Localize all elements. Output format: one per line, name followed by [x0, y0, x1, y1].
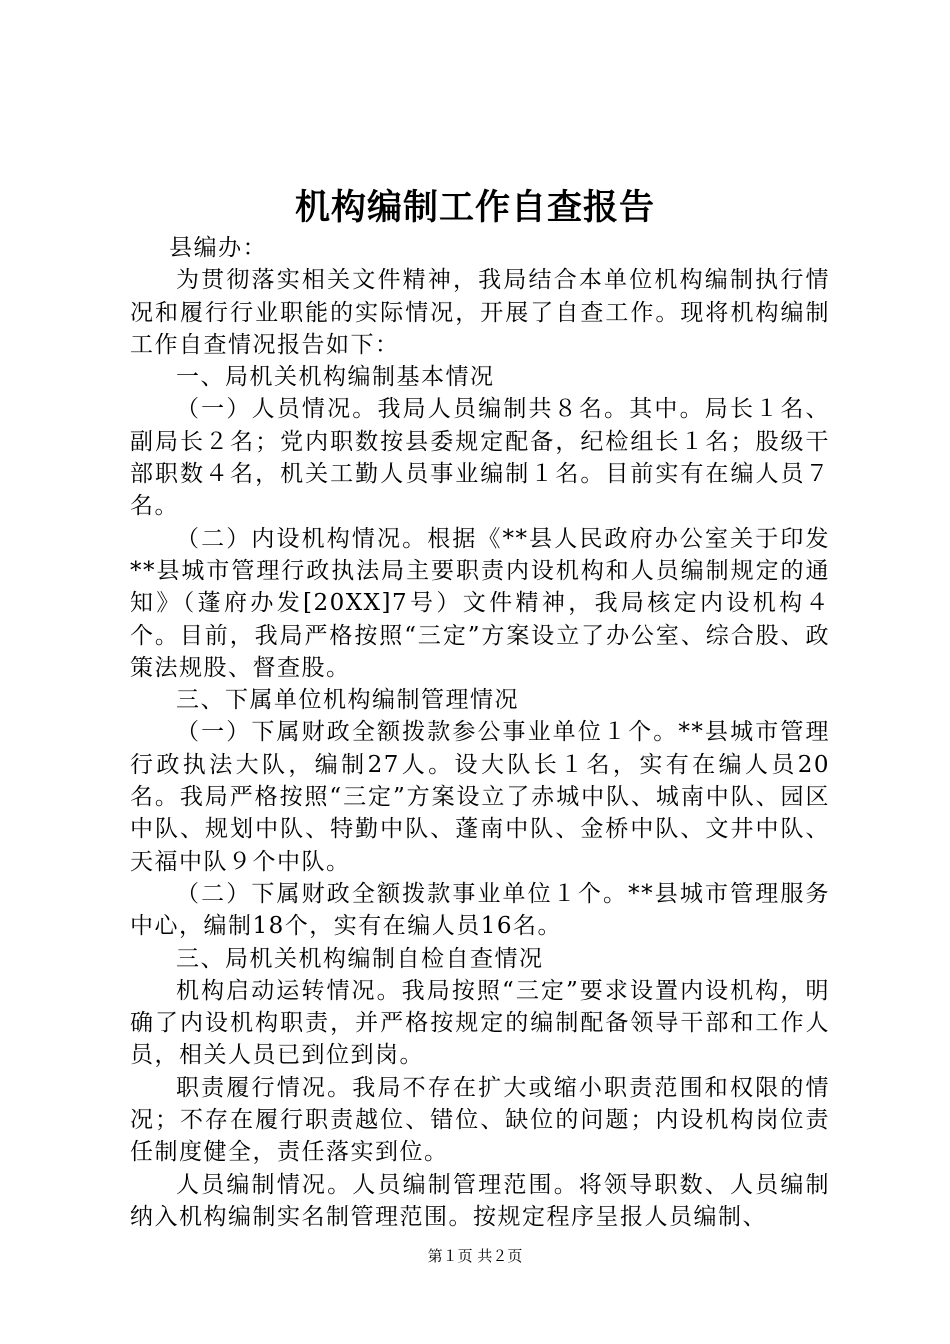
document-body — [130, 232, 830, 1233]
paragraph-internal-units: （二）内设机构情况。根据《**县人民政府办公室关于印发**县城市管理行政执法局主要职责内设机构和人员编制规定的通知》（蓬府办发[20XX]7号）文件精神，我局核定内设机构４个。目前，我局严格按照“三定”方案设立了办公室、综合股、政策法规股、督查股。 — [130, 525, 830, 681]
paragraph-operation: 机构启动运转情况。我局按照“三定”要求设置内设机构，明确了内设机构职责，并严格按规定的编制配备领导干部和工作人员，相关人员已到位到岗。 — [130, 977, 830, 1069]
paragraph-personnel: （一）人员情况。我局人员编制共８名。其中。局长１名、副局长２名；党内职数按县委规定配备，纪检组长１名；股级干部职数４名，机关工勤人员事业编制１名。目前实有在编人员７名。 — [130, 396, 830, 520]
section-heading-3: 三、局机关机构编制自检自查情况 — [176, 945, 544, 972]
paragraph-duties: 职责履行情况。我局不存在扩大或缩小职责范围和权限的情况；不存在履行职责越位、错位、缺位的问题；内设机构岗位责任制度健全，责任落实到位。 — [130, 1074, 830, 1166]
paragraph-staffing: 人员编制情况。人员编制管理范围。将领导职数、人员编制纳入机构编制实名制管理范围。按规定程序呈报人员编制、 — [130, 1171, 830, 1230]
section-heading-2: 三、下属单位机构编制管理情况 — [176, 687, 519, 714]
paragraph-intro: 为贯彻落实相关文件精神，我局结合本单位机构编制执行情况和履行行业职能的实际情况，开展了自查工作。现将机构编制工作自查情况报告如下： — [130, 267, 830, 358]
paragraph-subordinate-2: （二）下属财政全额拨款事业单位１个。**县城市管理服务中心，编制18个，实有在编人员16名。 — [130, 880, 830, 940]
section-heading-1: 一、局机关机构编制基本情况 — [176, 364, 495, 391]
document-title: 机构编制工作自查报告 — [294, 187, 655, 228]
page-number-footer: 第１页 共２页 — [427, 1247, 523, 1265]
salutation: 县编办： — [169, 235, 268, 261]
paragraph-subordinate-1: （一）下属财政全额拨款参公事业单位１个。**县城市管理行政执法大队，编制27人。设大队长１名，实有在编人员20名。我局严格按照“三定”方案设立了赤城中队、城南中队、园区中队、规划中队、特勤中队、蓬南中队、金桥中队、文井中队、天福中队９个中队。 — [130, 719, 830, 875]
